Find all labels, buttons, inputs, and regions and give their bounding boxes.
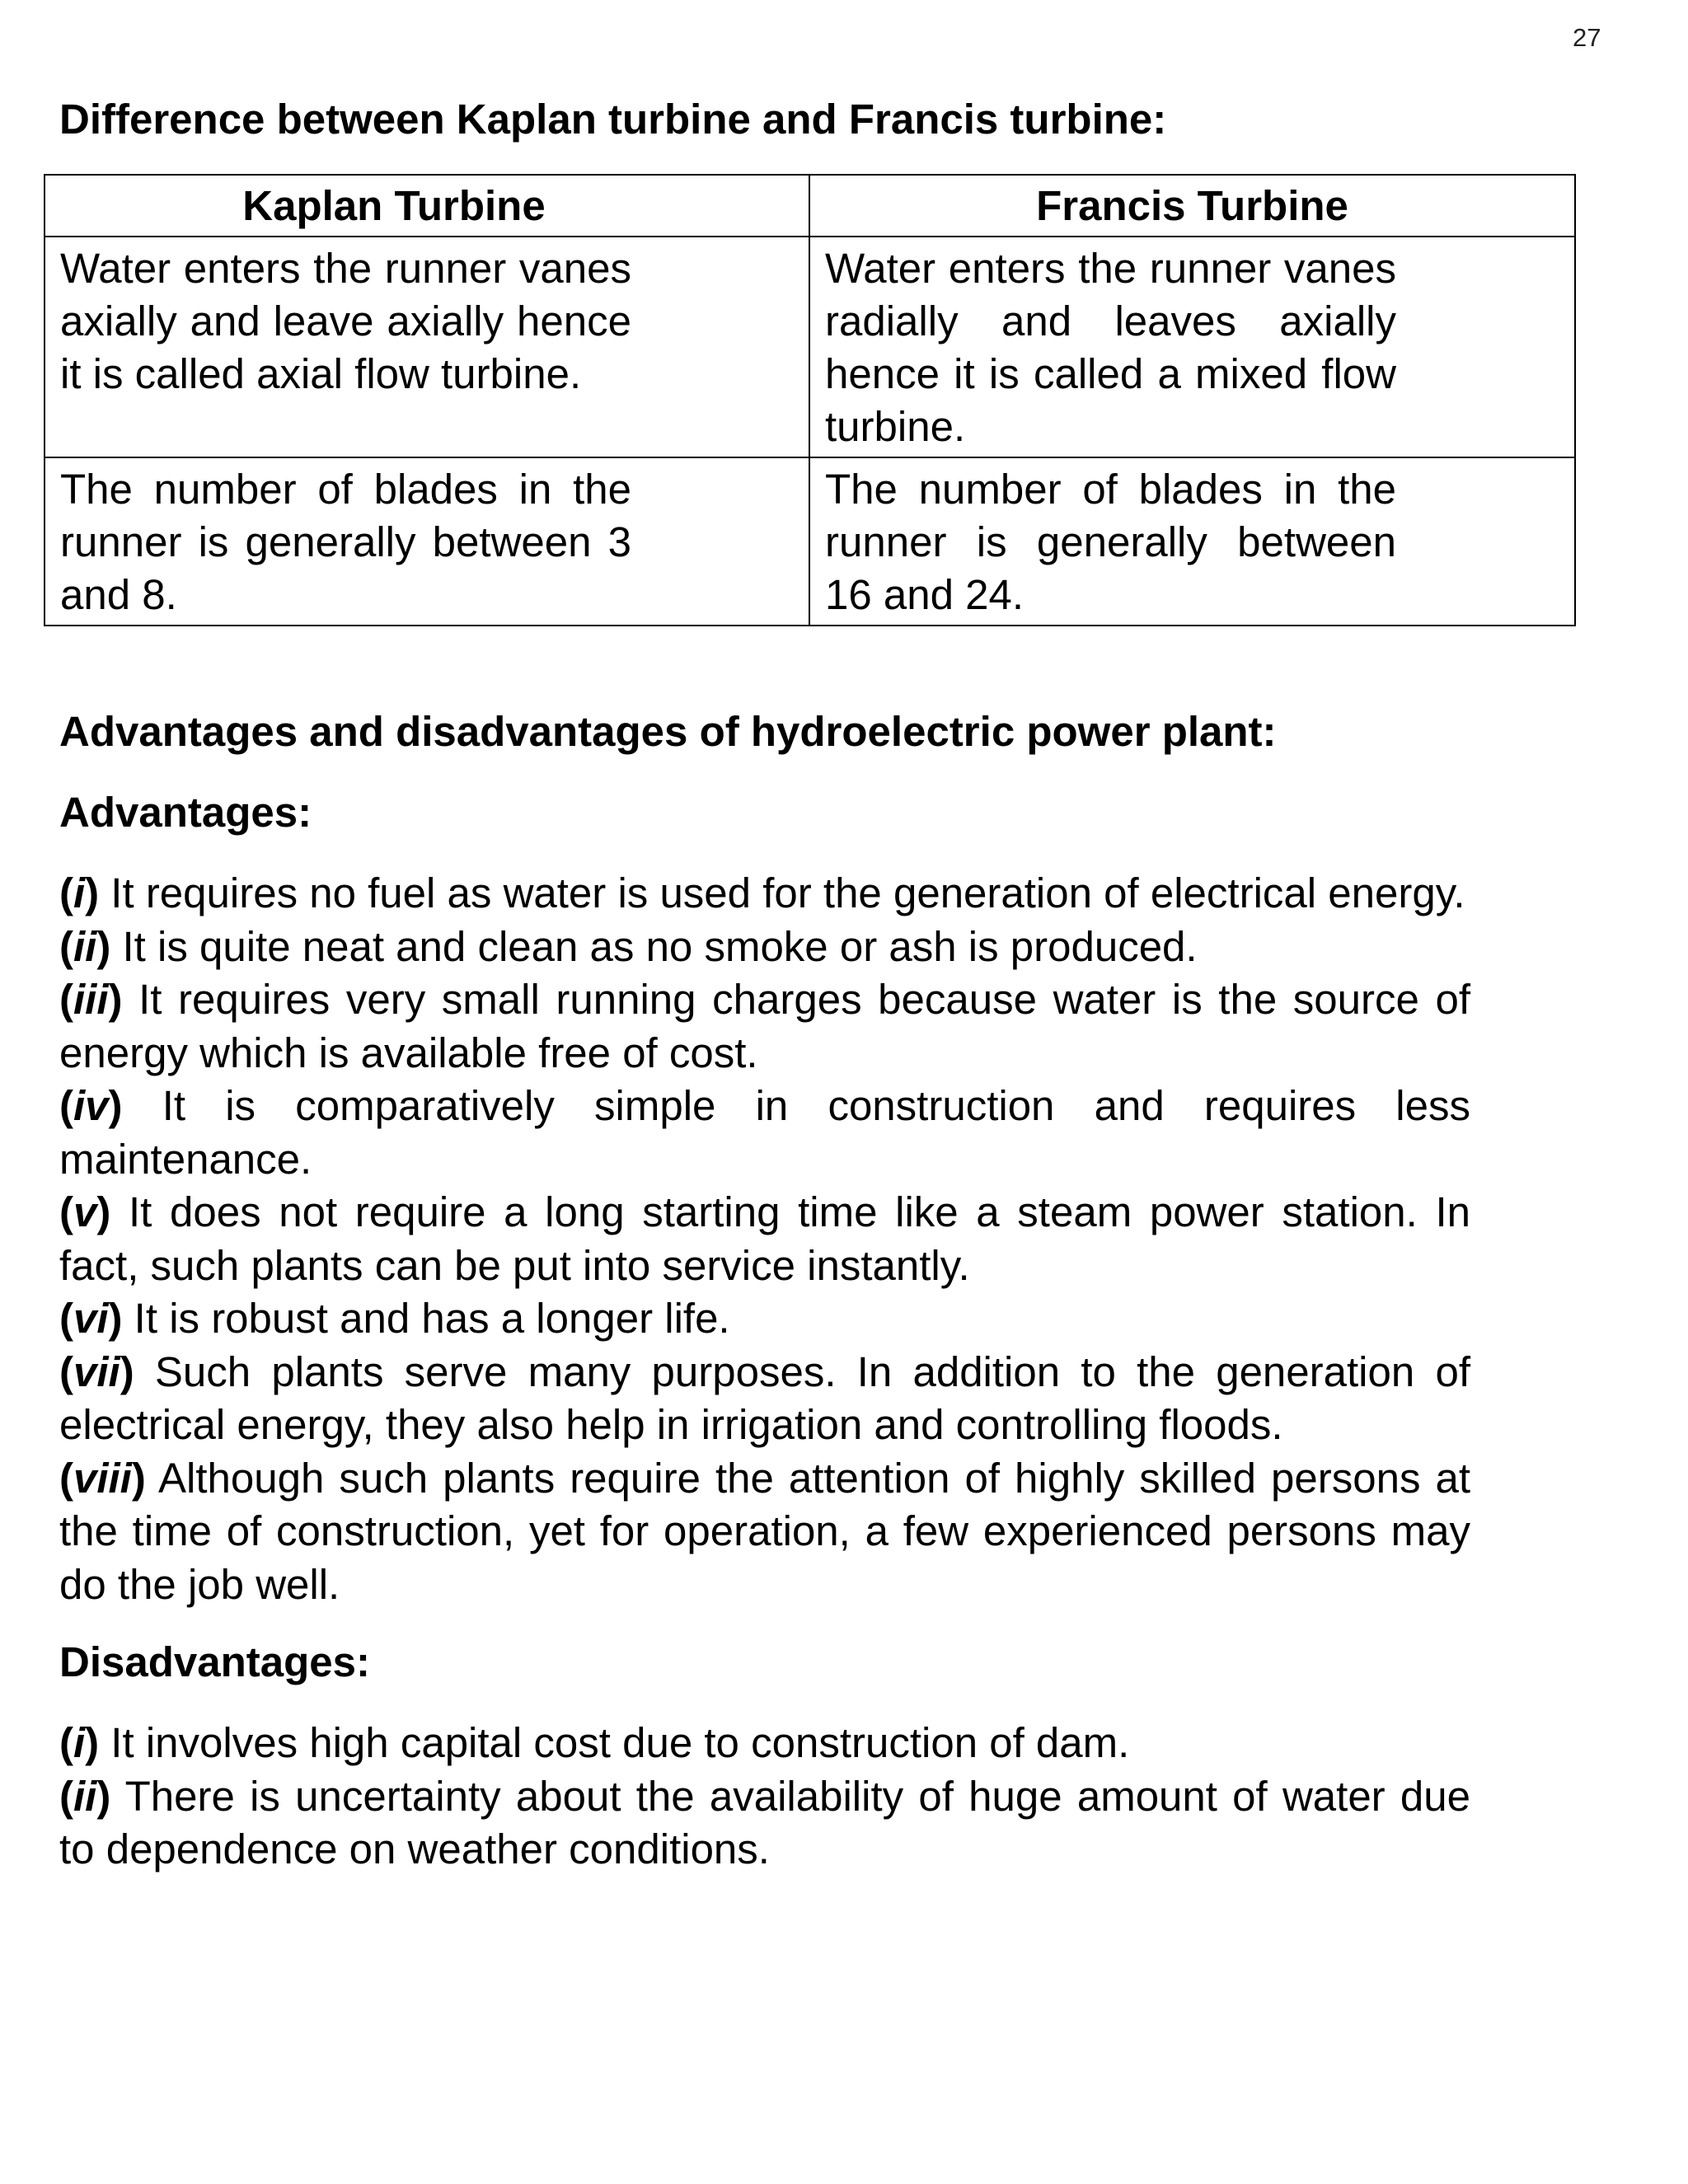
table-cell-francis: The number of blades in the runner is generally between 16 and 24. [809, 457, 1575, 626]
list-item: (vii) Such plants serve many purposes. In addition to the generation of electrical energy, they also help in irrigation and controlling floods. [59, 1347, 1470, 1448]
table-cell-francis: Water enters the runner vanes radially and leaves axially hence it is called a mixed flow turbine. [809, 237, 1575, 457]
list-item: (iv) It is comparatively simple in construction and requires less maintenance. [59, 1082, 1470, 1183]
comparison-table [44, 174, 1576, 626]
comparison-section [59, 93, 1470, 146]
list-item: (ii) There is uncertainty about the availability of huge amount of water due to dependence on weather conditions. [59, 1772, 1470, 1872]
advantages-heading: Advantages: [59, 789, 312, 836]
comparison-heading: Difference between Kaplan turbine and Francis turbine: [59, 96, 1167, 143]
list-item: (i) It involves high capital cost due to construction of dam. [59, 1719, 1130, 1766]
table-row [45, 457, 1575, 626]
table-cell-kaplan: The number of blades in the runner is generally between 3 and 8. [45, 457, 809, 626]
table-header-row [45, 175, 1575, 237]
list-item: (i) It requires no fuel as water is used for the generation of electrical energy. [59, 869, 1465, 916]
column-header-kaplan: Kaplan Turbine [45, 175, 809, 237]
disadvantages-heading: Disadvantages: [59, 1638, 370, 1685]
list-item: (ii) It is quite neat and clean as no smoke or ash is produced. [59, 922, 1198, 970]
hydro-heading: Advantages and disadvantages of hydroelectric power plant: [59, 708, 1277, 755]
list-item: (iii) It requires very small running charges because water is the source of energy which is available free of cost. [59, 976, 1470, 1076]
page-number: 27 [1573, 23, 1601, 52]
table-cell-kaplan: Water enters the runner vanes axially and leave axially hence it is called axial flow turbine. [45, 237, 809, 457]
list-item: (viii) Although such plants require the attention of highly skilled persons at the time of construction, yet for operation, a few experienced persons may do the job well. [59, 1454, 1470, 1608]
disadvantages-list [59, 1717, 1470, 1877]
table-row [45, 237, 1575, 457]
list-item: (vi) It is robust and has a longer life. [59, 1295, 730, 1342]
column-header-francis: Francis Turbine [809, 175, 1575, 237]
hydro-section [59, 705, 1470, 1877]
advantages-list [59, 867, 1470, 1611]
list-item: (v) It does not require a long starting time like a steam power station. In fact, such plants can be put into service instantly. [59, 1188, 1470, 1289]
